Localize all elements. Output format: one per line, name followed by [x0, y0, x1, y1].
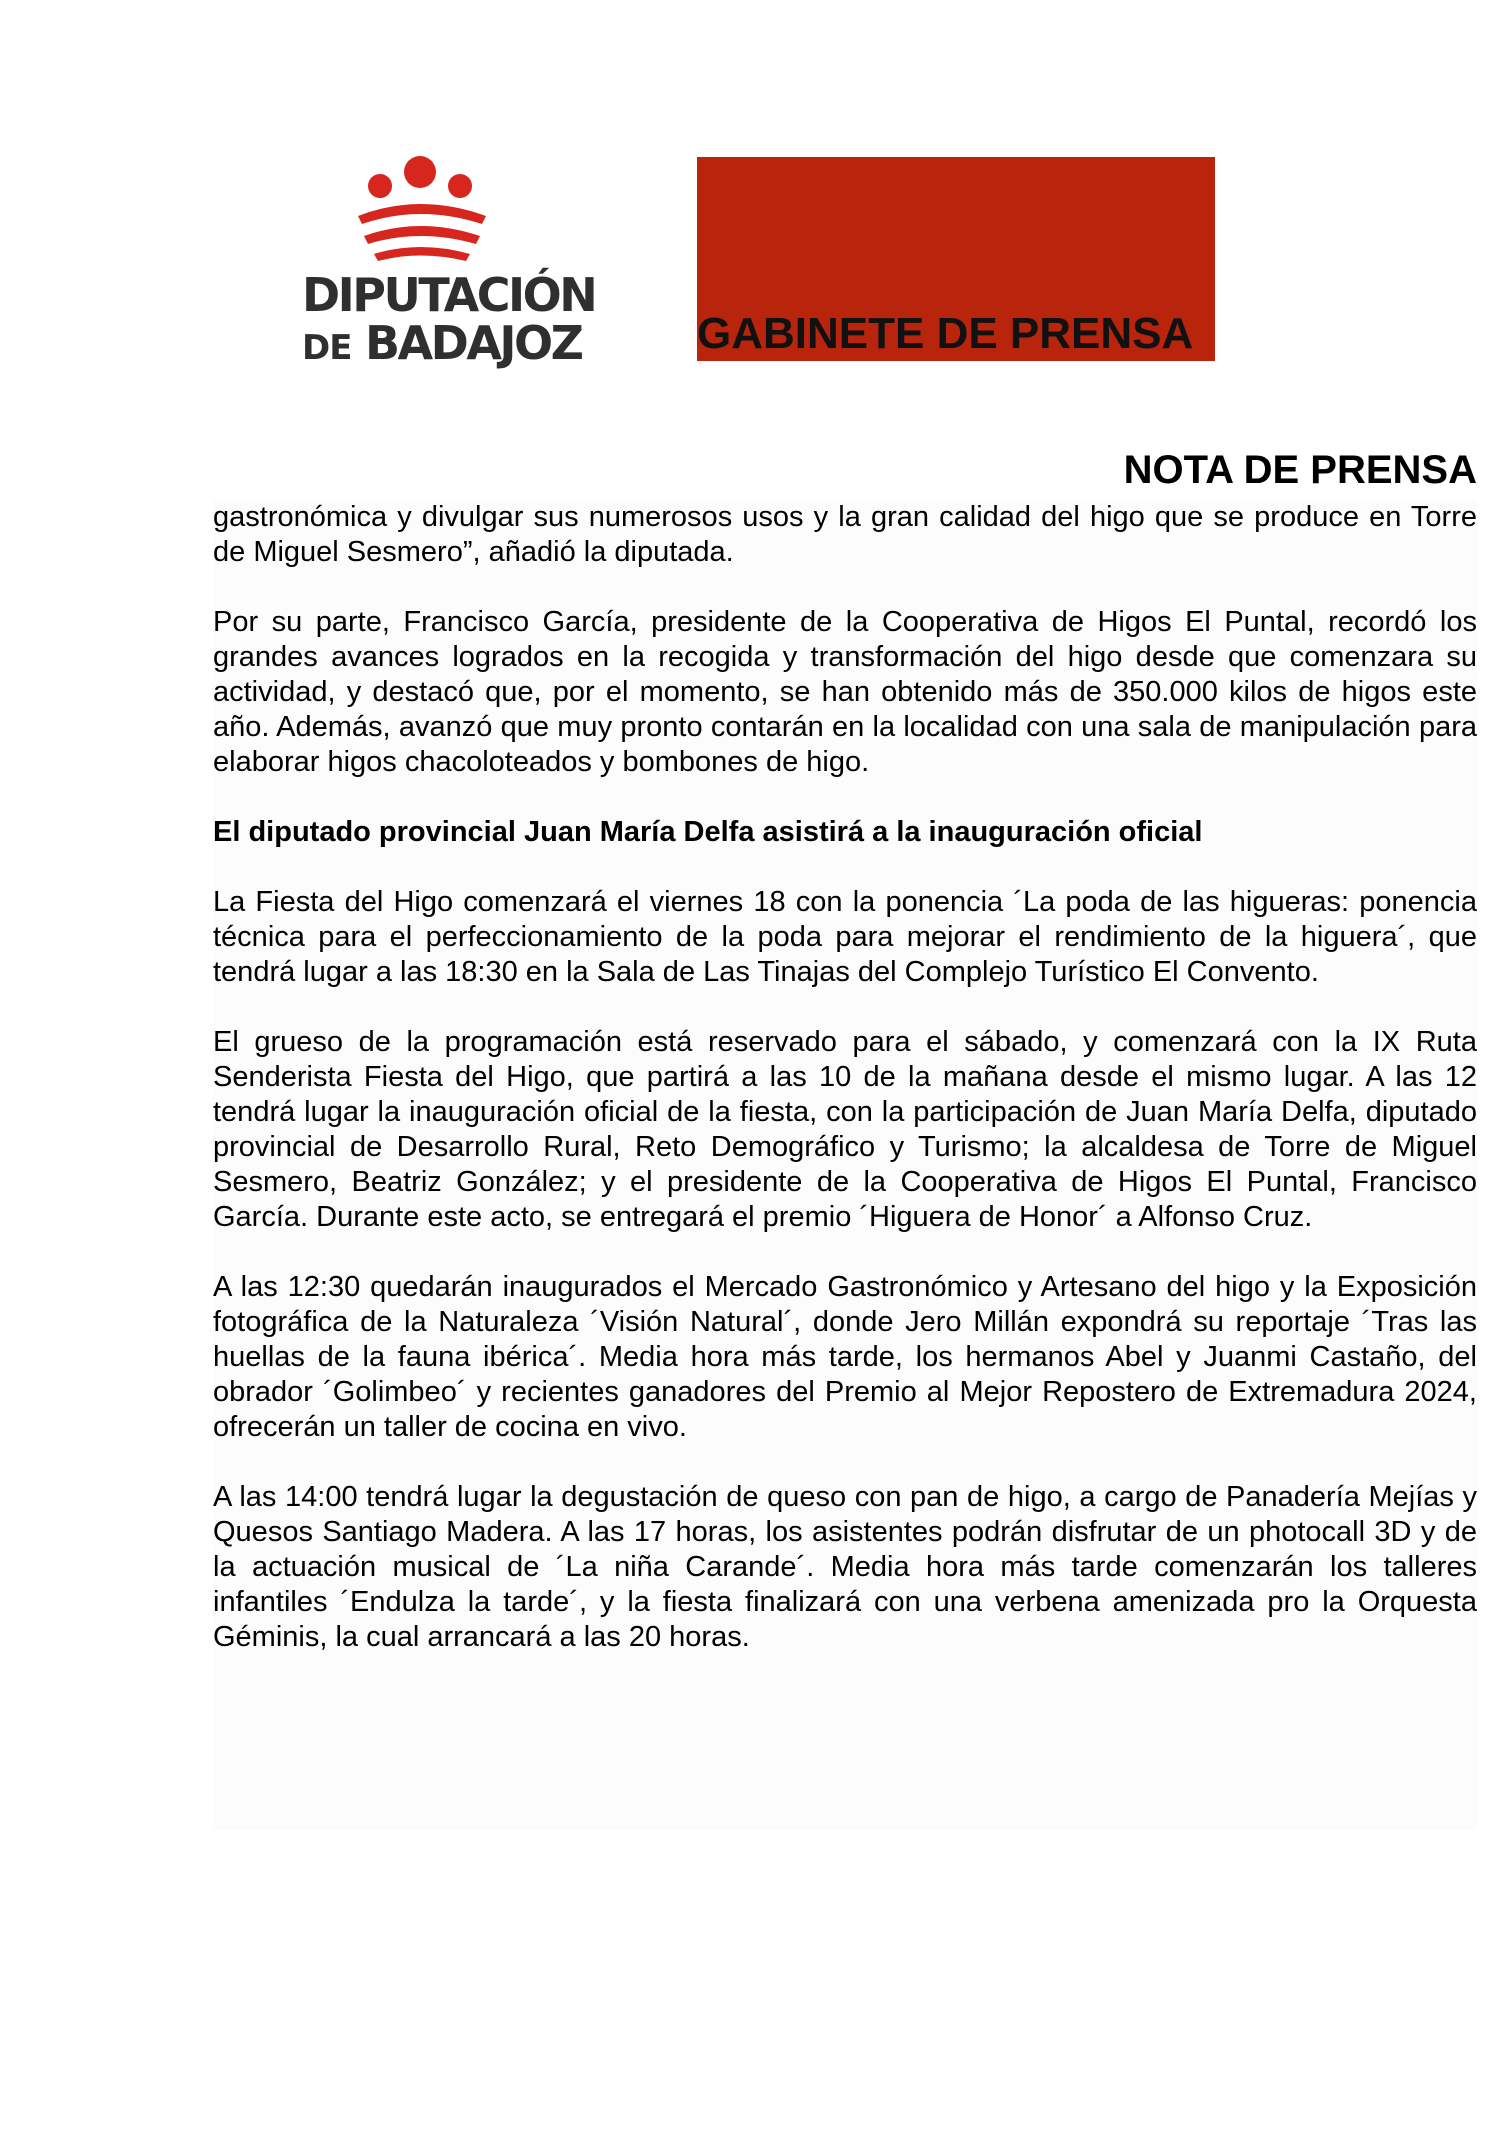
- paragraph-1: gastronómica y divulgar sus numerosos usos y la gran calidad del higo que se produce en Torre de Miguel Sesmero”, añadió la diputada.: [213, 501, 1477, 568]
- paragraph-2: Por su parte, Francisco García, presidente de la Cooperativa de Higos El Puntal, recordó los grandes avances logrados en la recogida y transformación del higo desde que comenzara su actividad, y destacó que, por el momento, se han obtenido más de 350.000 kilos de higos este año. Además, avanzó que muy pronto contarán en la localidad con una sala de manipulación para elaborar higos chacoloteados y bombones de higo.: [213, 606, 1477, 778]
- logo-text-line2: [302, 316, 582, 370]
- logo-text-prefix: DE: [302, 328, 352, 368]
- paragraph-3: La Fiesta del Higo comenzará el viernes 18 con la ponencia ´La poda de las higueras: ponencia técnica para el perfeccionamiento de la poda para mejorar el rendimiento de la higuera´, que tendrá lugar a las 18:30 en la Sala de Las Tinajas del Complejo Turístico El Convento.: [213, 886, 1477, 988]
- section-subheading: El diputado provincial Juan María Delfa asistirá a la inauguración oficial: [213, 816, 1203, 848]
- paragraph-4: El grueso de la programación está reservado para el sábado, y comenzará con la IX Ruta Senderista Fiesta del Higo, que partirá a las 10 de la mañana desde el mismo lugar. A las 12 tendrá lugar la inauguración oficial de la fiesta, con la participación de Juan María Delfa, diputado provincial de Desarrollo Rural, Reto Demográfico y Turismo; la alcaldesa de Torre de Miguel Sesmero, Beatriz González; y el presidente de la Cooperativa de Higos El Puntal, Francisco García. Durante este acto, se entregará el premio ´Higuera de Honor´ a Alfonso Cruz.: [213, 1026, 1477, 1233]
- logo-text-line1: DIPUTACIÓN: [302, 268, 596, 322]
- article-body: [213, 500, 1477, 1830]
- press-office-title: GABINETE DE PRENSA: [697, 309, 1194, 358]
- document-type-title: NOTA DE PRENSA: [1123, 448, 1477, 492]
- crown-emblem-icon: [290, 150, 570, 270]
- paragraph-6: A las 14:00 tendrá lugar la degustación de queso con pan de higo, a cargo de Panadería Mejías y Quesos Santiago Madera. A las 17 horas, los asistentes podrán disfrutar de un photocall 3D y de la actuación musical de ´La niña Carande´. Media hora más tarde comenzarán los talleres infantiles ´Endulza la tarde´, y la fiesta finalizará con una verbena amenizada pro la Orquesta Géminis, la cual arrancará a las 20 horas.: [213, 1481, 1477, 1653]
- diputacion-badajoz-logo: [290, 150, 596, 370]
- press-office-banner: [697, 157, 1215, 361]
- logo-text-main: BADAJOZ: [364, 316, 582, 370]
- paragraph-5: A las 12:30 quedarán inaugurados el Mercado Gastronómico y Artesano del higo y la Exposición fotográfica de la Naturaleza ´Visión Natural´, donde Jero Millán expondrá su reportaje ´Tras las huellas de la fauna ibérica´. Media hora más tarde, los hermanos Abel y Juanmi Castaño, del obrador ´Golimbeo´ y recientes ganadores del Premio al Mejor Repostero de Extremadura 2024, ofrecerán un taller de cocina en vivo.: [213, 1271, 1477, 1443]
